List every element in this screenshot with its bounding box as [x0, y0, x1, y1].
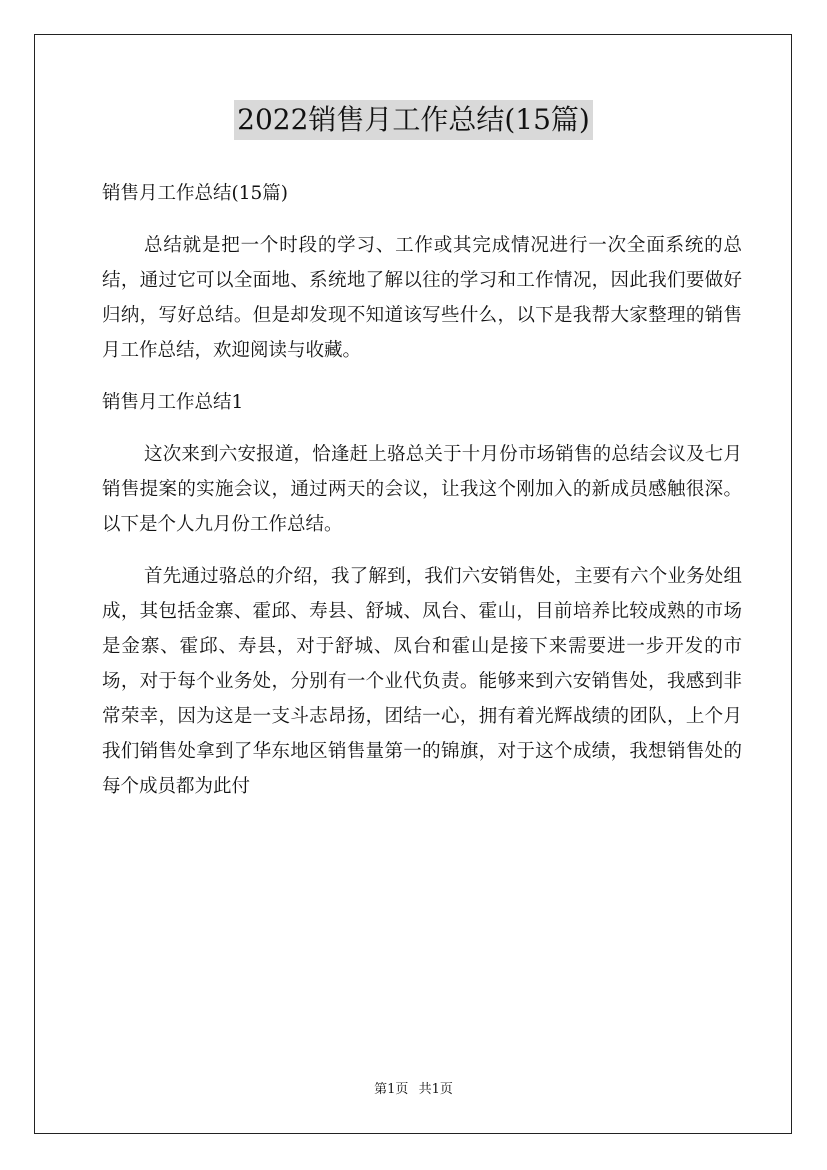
page-footer — [0, 1081, 827, 1099]
page-total: 共1页 — [418, 1082, 453, 1097]
page-number: 第1页 — [374, 1082, 409, 1097]
section-heading-1: 销售月工作总结1 — [102, 392, 244, 413]
intro-paragraph: 总结就是把一个时段的学习、工作或其完成情况进行一次全面系统的总结，通过它可以全面地、系统地了解以往的学习和工作情况，因此我们要做好归纳，写好总结。但是却发现不知道该写些什么，以下是我帮大家整理的销售月工作总结，欢迎阅读与收藏。 — [102, 235, 742, 361]
title-container — [0, 100, 827, 140]
body-paragraph-1: 这次来到六安报道，恰逢赶上骆总关于十月份市场销售的总结会议及七月销售提案的实施会议，通过两天的会议，让我这个刚加入的新成员感触很深。以下是个人九月份工作总结。 — [102, 444, 742, 535]
document-title: 2022销售月工作总结(15篇) — [234, 100, 593, 140]
body-paragraph-2: 首先通过骆总的介绍，我了解到，我们六安销售处，主要有六个业务处组成，其包括金寨、霍邱、寿县、舒城、凤台、霍山，目前培养比较成熟的市场是金寨、霍邱、寿县，对于舒城、凤台和霍山是接下来需要进一步开发的市场，对于每个业务处，分别有一个业代负责。能够来到六安销售处，我感到非常荣幸，因为这是一支斗志昂扬，团结一心，拥有着光辉战绩的团队，上个月我们销售处拿到了华东地区销售量第一的锦旗，对于这个成绩，我想销售处的每个成员都为此付 — [102, 566, 742, 797]
subtitle-paragraph: 销售月工作总结(15篇) — [102, 183, 288, 204]
document-body — [102, 176, 742, 821]
